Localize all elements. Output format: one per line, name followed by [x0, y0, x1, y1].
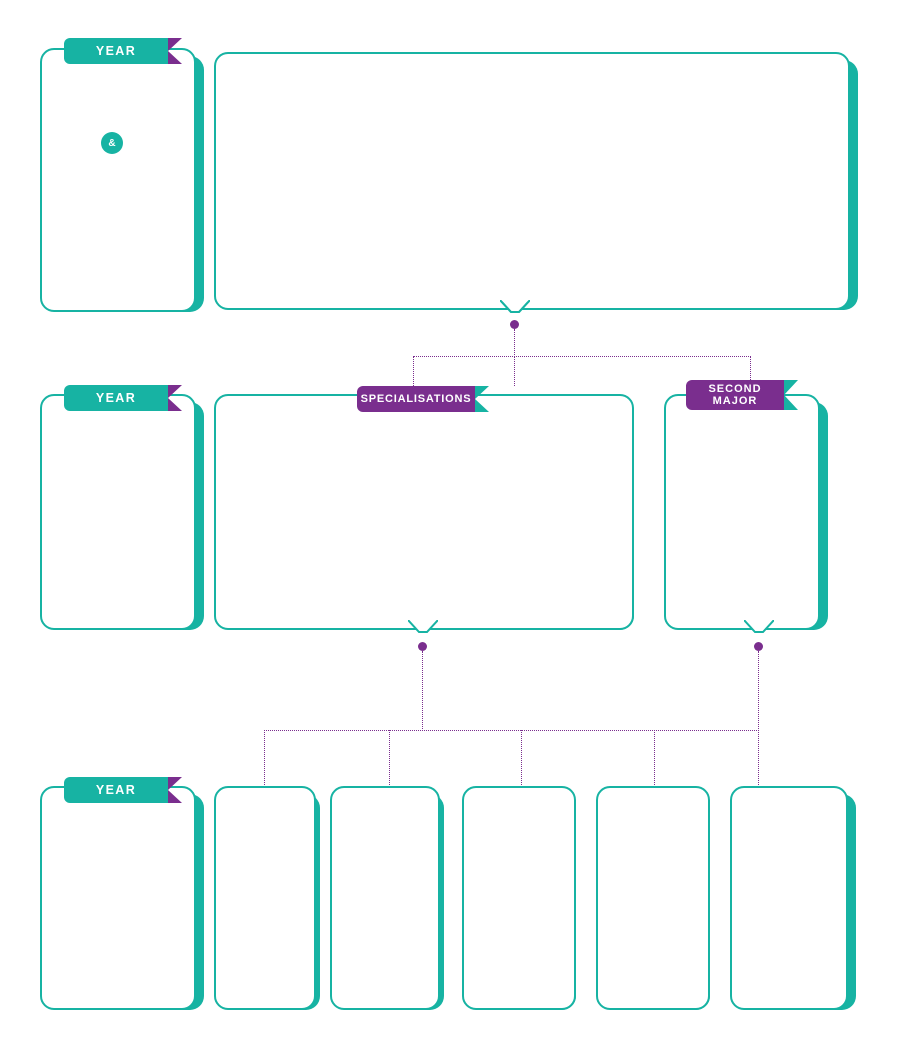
connector-v-p2 [389, 730, 390, 785]
ribbon-fold [475, 386, 489, 412]
path1-panel [214, 786, 316, 1010]
connector-node-spec [418, 642, 427, 651]
connector-v-p3 [521, 730, 522, 785]
specialisations-ribbon-label: SPECIALISATIONS [360, 393, 472, 405]
year1-ribbon-label: YEAR [95, 44, 137, 58]
second-major-panel [664, 394, 820, 630]
specialisations-panel-notch [408, 620, 434, 633]
connector-v-sm [758, 651, 759, 731]
connector-node-top [510, 320, 519, 329]
connector-v-main [514, 329, 515, 357]
year2-ribbon-label: YEAR [95, 391, 137, 405]
year3-card [40, 786, 196, 1010]
year1-ribbon [64, 38, 168, 64]
second-major-panel-notch [744, 620, 770, 633]
path4-panel [596, 786, 710, 1010]
second-major-ribbon-line2: MAJOR [712, 395, 758, 407]
connector-v-spec [422, 651, 423, 731]
year1-panel-notch [500, 300, 526, 313]
connector-v-p4 [654, 730, 655, 785]
ribbon-fold [784, 380, 798, 410]
path2-panel [330, 786, 440, 1010]
connector-v-p5 [758, 730, 759, 785]
ribbon-fold [168, 385, 182, 411]
ribbon-fold [168, 38, 182, 64]
year3-ribbon [64, 777, 168, 803]
year1-card [40, 48, 196, 312]
connector-h-main [413, 356, 751, 357]
connector-node-second-major [754, 642, 763, 651]
connector-h-year3 [264, 730, 759, 731]
connector-v-left [413, 356, 414, 386]
ampersand-label: & [108, 137, 116, 149]
year2-ribbon [64, 385, 168, 411]
year3-ribbon-label: YEAR [95, 783, 137, 797]
connector-v-p1 [264, 730, 265, 785]
second-major-ribbon-line1: SECOND [708, 383, 762, 395]
connector-v-mid [514, 356, 515, 386]
specialisations-ribbon [357, 386, 475, 412]
specialisations-panel [214, 394, 634, 630]
ribbon-fold [168, 777, 182, 803]
path3-panel [462, 786, 576, 1010]
year2-card [40, 394, 196, 630]
second-major-ribbon [686, 380, 784, 410]
year1-modules-panel [214, 52, 850, 310]
path5-panel [730, 786, 848, 1010]
year1-ampersand [101, 132, 123, 154]
